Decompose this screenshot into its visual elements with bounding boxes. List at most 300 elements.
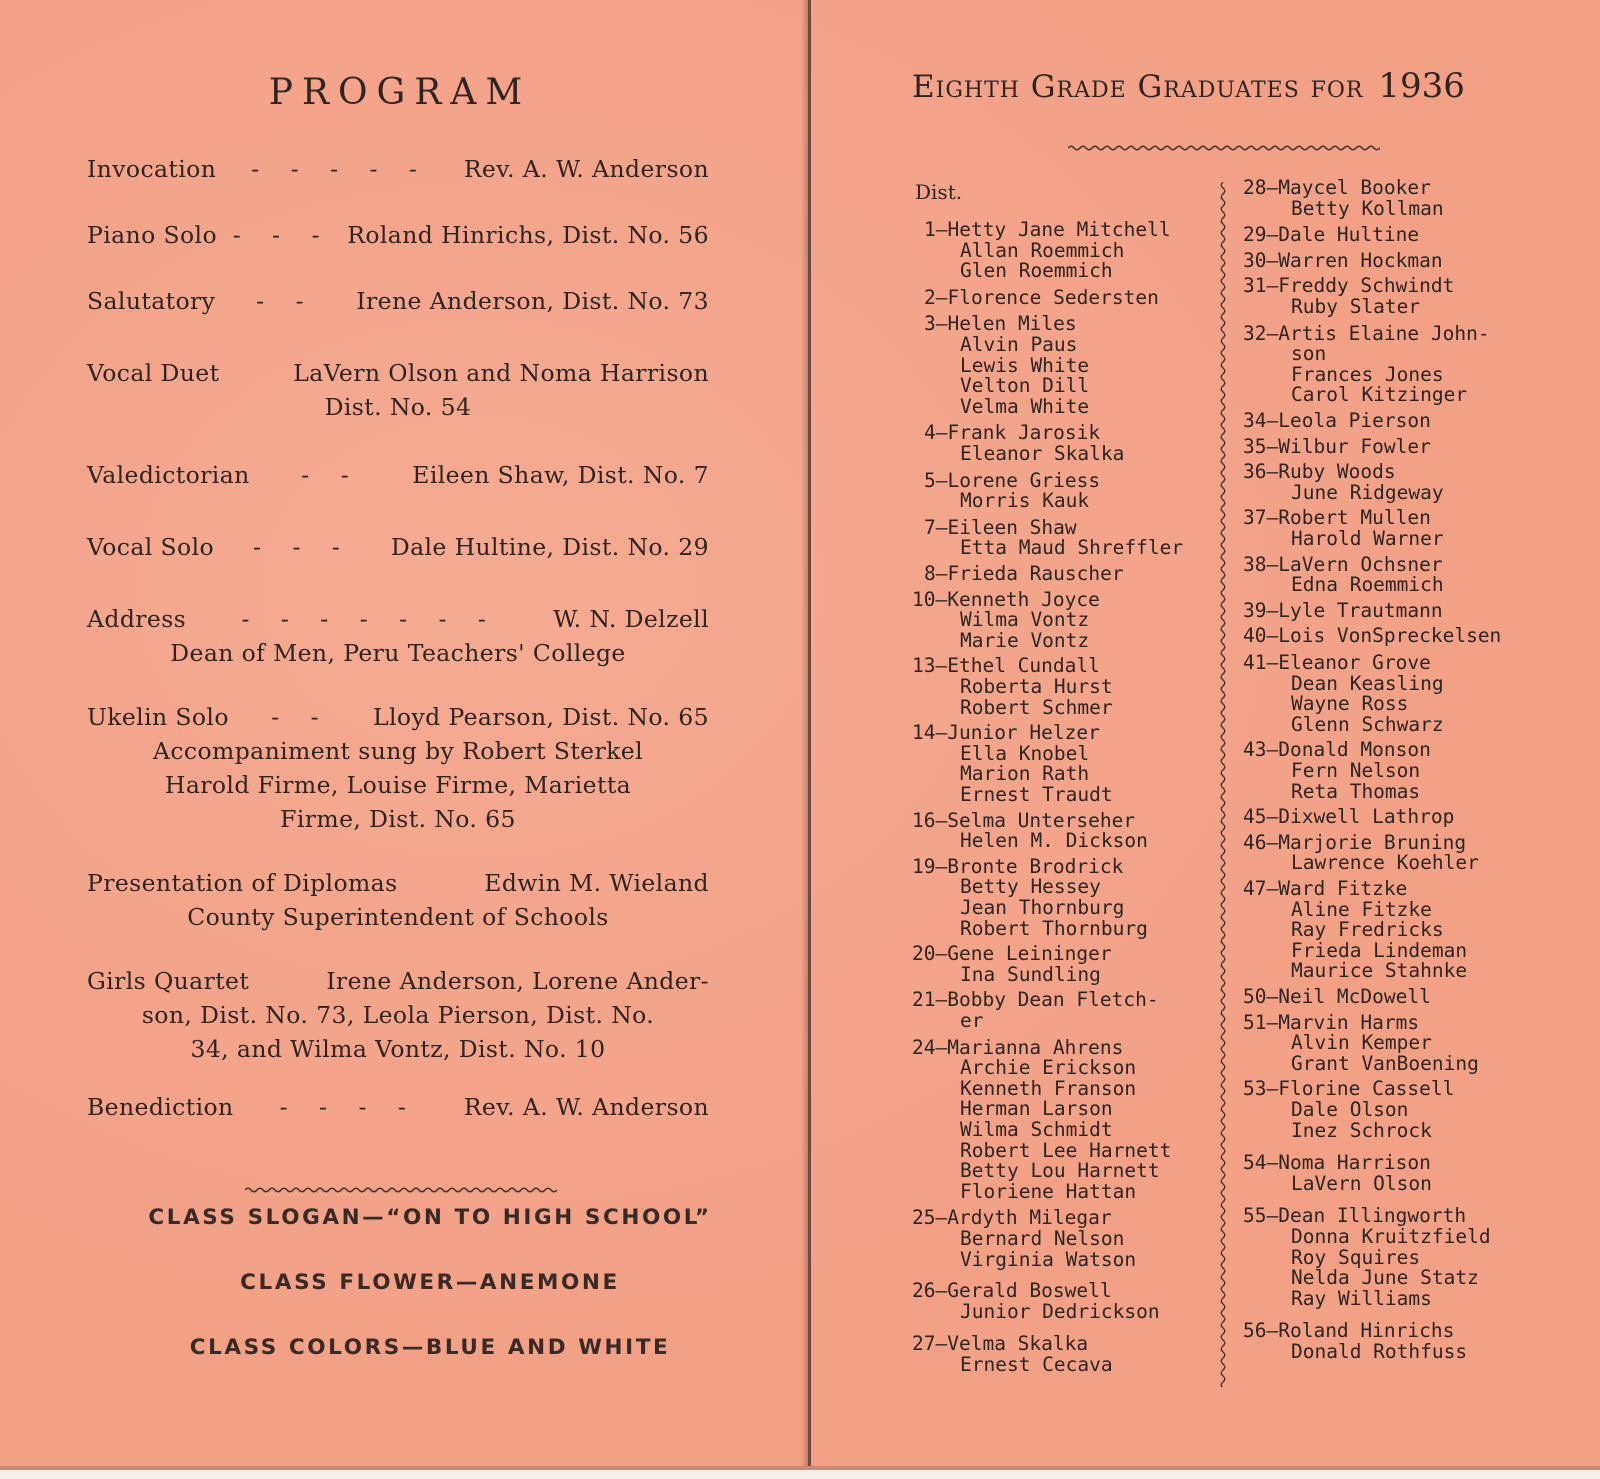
graduate-name: Virginia Watson — [960, 1247, 1137, 1271]
wavy-divider-right — [1068, 142, 1380, 154]
graduate-name: Roy Squires — [1291, 1245, 1421, 1269]
graduate-name: Inez Schrock — [1291, 1118, 1432, 1142]
district-group — [912, 1281, 1232, 1322]
district-number: 34 — [1243, 409, 1267, 432]
district-group — [912, 1208, 1232, 1270]
district-dash: — — [935, 468, 948, 492]
graduate-name: June Ridgeway — [1291, 480, 1444, 504]
program-line — [87, 458, 709, 492]
district-dash: — — [1266, 1151, 1279, 1175]
graduate-name-row — [1243, 1268, 1563, 1289]
graduate-name-row — [912, 674, 1232, 698]
program-item-value: Dale Hultine, Dist. No. 29 — [390, 533, 709, 561]
graduate-name-row — [1243, 1339, 1563, 1363]
district-group — [1243, 653, 1563, 735]
district-dash: — — [1266, 1077, 1279, 1101]
graduate-name: Wilbur Fowler — [1278, 434, 1431, 458]
district-dash: — — [935, 988, 948, 1012]
graduate-name-row — [1243, 1010, 1563, 1034]
district-number: 16 — [912, 808, 936, 832]
district-group — [912, 314, 1232, 417]
graduate-name-row — [912, 1281, 1232, 1302]
graduate-name: Allan Roemmich — [960, 238, 1125, 262]
graduate-name-row — [912, 441, 1232, 465]
graduate-name: Ina Sundling — [960, 962, 1101, 986]
graduate-name: Robert Schmer — [960, 695, 1113, 719]
district-dash: — — [1266, 651, 1279, 674]
graduate-name-row — [912, 895, 1232, 919]
district-dash: — — [1266, 176, 1279, 199]
graduate-name: Aline Fitzke — [1291, 897, 1432, 921]
district-group — [1243, 807, 1563, 828]
graduate-name: Robert Lee Harnett — [960, 1138, 1172, 1162]
district-dash: — — [935, 285, 948, 309]
district-number: 46 — [1243, 830, 1267, 854]
district-number: 3 — [924, 312, 936, 336]
graduate-name: Floriene Hattan — [960, 1179, 1137, 1203]
graduate-name-row — [1243, 758, 1563, 782]
program-item-label: Vocal Duet — [87, 359, 220, 387]
program-item — [87, 700, 709, 836]
graduate-name: Ernest Traudt — [960, 782, 1113, 806]
graduate-name: Archie Erickson — [960, 1056, 1137, 1080]
district-group — [1243, 462, 1563, 503]
graduate-name: Florence Sedersten — [947, 285, 1159, 309]
district-dash: — — [1266, 738, 1279, 762]
district-group — [1243, 1153, 1563, 1194]
graduate-name-row — [1243, 830, 1563, 854]
district-dash: — — [935, 1035, 948, 1059]
graduate-name-row — [1243, 987, 1563, 1008]
program-item-value: Irene Anderson, Lorene Ander- — [326, 967, 709, 995]
graduate-name: Dixwell Lathrop — [1278, 805, 1455, 829]
program-item-label: Presentation of Diplomas — [87, 869, 398, 897]
graduate-name: Marie Vontz — [960, 628, 1090, 652]
graduate-name: Herman Larson — [960, 1097, 1113, 1121]
graduate-name: Marion Rath — [960, 762, 1090, 786]
graduate-name-row — [1243, 1079, 1563, 1100]
program-item-label: Ukelin Solo — [87, 703, 229, 731]
graduate-name-row — [912, 656, 1232, 677]
district-group — [912, 990, 1232, 1031]
district-group — [912, 468, 1232, 513]
graduate-name: Ella Knobel — [960, 741, 1090, 765]
program-item-value: W. N. Delzell — [553, 605, 709, 633]
class-slogan-line: CLASS FLOWER—ANEMONE — [240, 1270, 620, 1295]
district-dash: — — [1266, 1010, 1279, 1034]
district-group — [912, 854, 1232, 940]
district-dash: — — [1266, 877, 1279, 900]
district-group — [1243, 740, 1563, 802]
graduate-name-row — [1243, 462, 1563, 483]
graduate-name-row — [1243, 321, 1563, 345]
graduate-name-row — [1243, 897, 1563, 921]
program-item-subline: Firme, Dist. No. 65 — [280, 805, 516, 833]
graduate-name-row — [1243, 196, 1563, 220]
graduate-name-row — [1243, 248, 1563, 272]
graduate-name: Selma Unterseher — [947, 808, 1136, 832]
district-group — [1243, 598, 1563, 622]
district-dash: — — [935, 515, 948, 539]
district-number: 5 — [924, 468, 936, 492]
graduates-title — [912, 66, 1532, 106]
graduate-name-row — [912, 1008, 1232, 1032]
graduate-name: Velton Dill — [960, 374, 1090, 398]
graduate-name-row — [912, 1247, 1232, 1271]
program-item-label: Salutatory — [87, 287, 216, 315]
paper-bottom-edge — [0, 1466, 1600, 1470]
graduate-name: Fern Nelson — [1291, 758, 1421, 782]
graduate-name: son — [1291, 342, 1327, 366]
district-group — [912, 515, 1232, 560]
graduate-name: Marianna Ahrens — [947, 1035, 1124, 1059]
program-title: PROGRAM — [268, 72, 532, 113]
graduate-name-row — [1243, 853, 1563, 874]
graduate-name: Neil McDowell — [1278, 985, 1431, 1008]
district-column-label: Dist. — [915, 180, 963, 204]
district-group — [912, 808, 1232, 853]
graduate-name: Morris Kauk — [960, 489, 1090, 513]
graduate-name-row — [912, 1179, 1232, 1203]
program-item-label: Vocal Solo — [87, 533, 215, 561]
graduate-name: Junior Dedrickson — [960, 1299, 1160, 1323]
program-item-subline: 34, and Wilma Vontz, Dist. No. 10 — [190, 1035, 606, 1063]
graduate-name: Donald Rothfuss — [1291, 1339, 1468, 1363]
graduate-name: Wayne Ross — [1291, 692, 1409, 716]
graduate-name-row — [912, 423, 1232, 444]
district-number: 32 — [1243, 321, 1267, 345]
district-group — [912, 723, 1232, 805]
graduate-name: Roberta Hurst — [960, 674, 1113, 698]
district-dash: — — [1266, 409, 1279, 432]
graduate-name: Bobby Dean Fletch- — [947, 988, 1159, 1012]
program-item-label: Piano Solo — [87, 221, 218, 249]
program-item-value: Roland Hinrichs, Dist. No. 56 — [347, 221, 709, 249]
graduate-name-row — [1243, 920, 1563, 941]
program-item-subline: son, Dist. No. 73, Leola Pierson, Dist. No. — [141, 1001, 655, 1029]
district-number: 4 — [924, 421, 936, 445]
district-number: 56 — [1243, 1319, 1267, 1343]
district-number: 27 — [912, 1332, 936, 1356]
graduate-name-row — [912, 376, 1232, 397]
district-number: 20 — [912, 942, 936, 966]
graduate-name: Alvin Kemper — [1291, 1031, 1432, 1055]
program-item-subline: County Superintendent of Schools — [187, 903, 609, 931]
program-item — [87, 458, 709, 492]
district-dash: — — [935, 854, 948, 878]
graduate-name: Dale Hultine — [1278, 223, 1420, 247]
program-line — [87, 218, 709, 252]
district-dash: — — [935, 218, 948, 241]
graduate-name-row — [912, 515, 1232, 539]
graduate-name: Velma White — [960, 394, 1090, 418]
graduate-name-row — [1243, 1224, 1563, 1248]
program-line — [87, 152, 709, 186]
program-item — [87, 356, 709, 424]
program-line — [87, 530, 709, 564]
graduate-name-row — [912, 723, 1232, 744]
district-group — [912, 587, 1232, 652]
program-item-label: Address — [87, 605, 187, 633]
graduate-name-row — [1243, 276, 1563, 297]
graduate-name: Jean Thornburg — [960, 895, 1125, 919]
program-item-value: Lloyd Pearson, Dist. No. 65 — [373, 703, 709, 731]
graduate-name-row — [912, 491, 1232, 512]
district-number: 19 — [912, 854, 936, 878]
graduate-name-row — [912, 220, 1232, 241]
graduate-name-row — [912, 764, 1232, 785]
district-group — [1243, 248, 1563, 272]
graduate-name: Hetty Jane Mitchell — [947, 218, 1171, 241]
wavy-divider-left — [245, 1184, 557, 1196]
district-number: 10 — [912, 587, 936, 611]
graduate-name-row — [912, 1226, 1232, 1250]
district-dash: — — [1266, 1319, 1279, 1343]
district-number: 55 — [1243, 1204, 1267, 1228]
graduate-name-row — [912, 353, 1232, 377]
district-number: 38 — [1243, 552, 1267, 576]
graduate-name-row — [1243, 653, 1563, 674]
district-group — [1243, 178, 1563, 219]
district-group — [1243, 434, 1563, 458]
graduate-name: Ruby Woods — [1278, 460, 1396, 484]
graduate-name-row — [1243, 1286, 1563, 1310]
district-number: 29 — [1243, 223, 1267, 247]
graduate-name: Bronte Brodrick — [947, 854, 1124, 878]
graduate-name-row — [1243, 385, 1563, 406]
program-item-label: Benediction — [87, 1093, 234, 1121]
graduate-name: Kenneth Joyce — [947, 587, 1100, 611]
district-group — [912, 564, 1232, 585]
graduate-name-row — [912, 1035, 1232, 1059]
graduate-name-row — [912, 564, 1232, 585]
graduate-name: Maycel Booker — [1278, 176, 1431, 199]
district-group — [1243, 1010, 1563, 1075]
graduate-name-row — [1243, 694, 1563, 715]
graduate-name-row — [912, 1208, 1232, 1229]
graduate-name-row — [1243, 552, 1563, 576]
district-dash: — — [1266, 506, 1279, 530]
graduate-name: LaVern Ochsner — [1278, 552, 1443, 576]
graduate-name: Glenn Schwarz — [1291, 712, 1444, 736]
district-number: 1 — [924, 218, 936, 241]
program-item — [87, 284, 709, 318]
graduate-name: Frances Jones — [1291, 362, 1444, 386]
graduate-name-row — [1243, 1097, 1563, 1121]
graduate-name: Eleanor Skalka — [960, 441, 1125, 465]
district-group — [1243, 321, 1563, 407]
program-item-dashes: - - - — [253, 533, 352, 561]
district-group — [912, 220, 1232, 282]
graduate-name-row — [912, 854, 1232, 878]
district-dash: — — [1266, 598, 1279, 622]
graduate-name-row — [1243, 938, 1563, 962]
district-number: 40 — [1243, 624, 1267, 648]
graduate-name: LaVern Olson — [1291, 1171, 1432, 1195]
district-number: 2 — [924, 285, 936, 309]
graduate-name-row — [912, 808, 1232, 832]
graduate-name-row — [912, 1138, 1232, 1162]
graduate-name-row — [912, 1299, 1232, 1323]
graduate-name-row — [1243, 712, 1563, 736]
district-number: 36 — [1243, 460, 1267, 484]
district-number: 45 — [1243, 805, 1267, 829]
district-group — [1243, 276, 1563, 317]
graduate-name: Reta Thomas — [1291, 779, 1421, 803]
district-dash: — — [1266, 985, 1279, 1008]
graduate-name: Gene Leininger — [947, 942, 1112, 966]
graduate-name-row — [912, 1076, 1232, 1100]
program-line — [87, 964, 709, 998]
graduate-name-row — [1243, 879, 1563, 900]
program-line — [87, 602, 709, 636]
graduate-name: Leola Pierson — [1278, 409, 1431, 432]
program-item-label: Valedictorian — [87, 461, 250, 489]
graduate-name: Grant VanBoening — [1291, 1051, 1479, 1075]
graduate-name-row — [912, 1334, 1232, 1355]
graduate-name: Marvin Harms — [1278, 1010, 1420, 1034]
district-number: 47 — [1243, 877, 1267, 900]
graduate-name: Lewis White — [960, 353, 1090, 377]
graduate-name: Lawrence Koehler — [1291, 851, 1479, 875]
graduate-name-row — [912, 1058, 1232, 1079]
graduate-name: Dean Illingworth — [1278, 1204, 1467, 1228]
graduate-name-row — [912, 285, 1232, 309]
graduate-name: Betty Lou Harnett — [960, 1159, 1160, 1183]
graduate-name: Ernest Cecava — [960, 1352, 1113, 1376]
graduate-name-row — [1243, 1033, 1563, 1054]
graduate-name: Helen M. Dickson — [960, 829, 1148, 853]
graduate-name: Ward Fitzke — [1278, 877, 1408, 900]
program-item — [87, 602, 709, 670]
graduate-name-row — [912, 468, 1232, 492]
program-item-value: Irene Anderson, Dist. No. 73 — [356, 287, 709, 315]
district-number: 30 — [1243, 248, 1267, 272]
district-dash: — — [935, 654, 948, 678]
district-dash: — — [1266, 1204, 1279, 1228]
district-group — [1243, 552, 1563, 597]
graduate-name-row — [912, 1117, 1232, 1141]
graduate-name-row — [1243, 362, 1563, 386]
district-group — [1243, 626, 1563, 647]
district-dash: — — [1266, 321, 1279, 345]
program-item-value: LaVern Olson and Noma Harrison — [293, 359, 709, 387]
graduate-name: Marjorie Bruning — [1278, 830, 1467, 854]
graduate-name: Helen Miles — [947, 312, 1077, 336]
graduate-name: Ruby Slater — [1291, 294, 1421, 318]
graduate-name: Betty Hessey — [960, 875, 1101, 899]
graduate-name-row — [1243, 1206, 1563, 1227]
graduate-name: Eleanor Grove — [1278, 651, 1431, 674]
graduates-title-text: Eighth Grade Graduates for — [912, 69, 1364, 105]
program-item-value: Rev. A. W. Anderson — [463, 1093, 709, 1121]
graduate-name-row — [912, 1099, 1232, 1120]
program-item-value: Eileen Shaw, Dist. No. 7 — [412, 461, 709, 489]
graduate-name: Frank Jarosik — [947, 421, 1101, 445]
district-group — [1243, 1079, 1563, 1141]
program-item-dashes: - - - - — [279, 1093, 418, 1121]
graduate-name: Ray Williams — [1291, 1286, 1432, 1310]
district-group — [1243, 1321, 1563, 1362]
district-number: 51 — [1243, 1010, 1267, 1034]
graduate-name-row — [1243, 178, 1563, 199]
district-dash: — — [935, 1279, 948, 1303]
program-line — [87, 1090, 709, 1124]
graduate-name: Donald Monson — [1278, 738, 1431, 762]
district-dash: — — [935, 721, 948, 745]
district-group — [1243, 508, 1563, 549]
graduate-name: Ardyth Milegar — [947, 1206, 1112, 1230]
graduate-name-row — [912, 990, 1232, 1011]
program-item-value: Edwin M. Wieland — [484, 869, 709, 897]
program-item — [87, 530, 709, 564]
graduate-name: Dean Keasling — [1291, 671, 1444, 695]
graduate-name: Frieda Lindeman — [1291, 938, 1468, 962]
district-dash: — — [935, 587, 948, 611]
district-number: 54 — [1243, 1151, 1267, 1175]
graduate-name: Warren Hockman — [1278, 248, 1443, 272]
graduate-name: Ray Fredricks — [1291, 918, 1444, 942]
district-group — [1243, 411, 1563, 432]
district-dash: — — [935, 312, 948, 336]
district-group — [1243, 879, 1563, 982]
graduate-name-row — [912, 261, 1232, 282]
graduate-name-row — [912, 831, 1232, 852]
program-item — [87, 866, 709, 934]
graduate-name: Bernard Nelson — [960, 1226, 1125, 1250]
graduate-name-row — [1243, 1245, 1563, 1269]
graduate-name: Glen Roemmich — [960, 259, 1113, 283]
program-item-dashes: - - - - - — [251, 155, 429, 183]
graduate-name: Robert Mullen — [1278, 506, 1431, 530]
graduate-name: Dale Olson — [1291, 1097, 1409, 1121]
program-item-value: Rev. A. W. Anderson — [463, 155, 709, 183]
graduate-name-row — [912, 628, 1232, 652]
district-dash: — — [935, 562, 948, 585]
graduate-name-row — [912, 944, 1232, 965]
graduate-name-row — [912, 695, 1232, 719]
graduate-name-row — [912, 962, 1232, 986]
graduate-name: Harold Warner — [1291, 526, 1444, 550]
graduate-name-row — [912, 538, 1232, 559]
program-item-subline: Accompaniment sung by Robert Sterkel — [153, 737, 643, 765]
district-dash: — — [935, 942, 948, 966]
program-item — [87, 1090, 709, 1124]
district-dash: — — [935, 1206, 948, 1230]
district-group — [912, 423, 1232, 464]
district-dash: — — [935, 808, 948, 832]
district-dash: — — [1266, 248, 1279, 272]
graduate-name: Etta Maud Shreffler — [960, 536, 1184, 560]
graduate-name: Wilma Schmidt — [960, 1117, 1113, 1141]
graduate-name: Junior Helzer — [947, 721, 1100, 745]
graduate-name-row — [1243, 671, 1563, 695]
graduate-name-row — [912, 1161, 1232, 1182]
graduate-name-row — [912, 314, 1232, 335]
district-number: 24 — [912, 1035, 936, 1059]
graduate-name-row — [912, 741, 1232, 765]
graduate-name: Eileen Shaw — [947, 515, 1077, 539]
program-line — [87, 356, 709, 390]
district-number: 26 — [912, 1279, 936, 1303]
graduate-name: Velma Skalka — [947, 1332, 1089, 1356]
center-fold — [808, 0, 811, 1468]
district-group — [1243, 830, 1563, 875]
district-dash: — — [1266, 223, 1279, 247]
program-line — [87, 700, 709, 734]
class-slogan-line: CLASS COLORS—BLUE AND WHITE — [189, 1335, 671, 1360]
district-group — [912, 285, 1232, 309]
